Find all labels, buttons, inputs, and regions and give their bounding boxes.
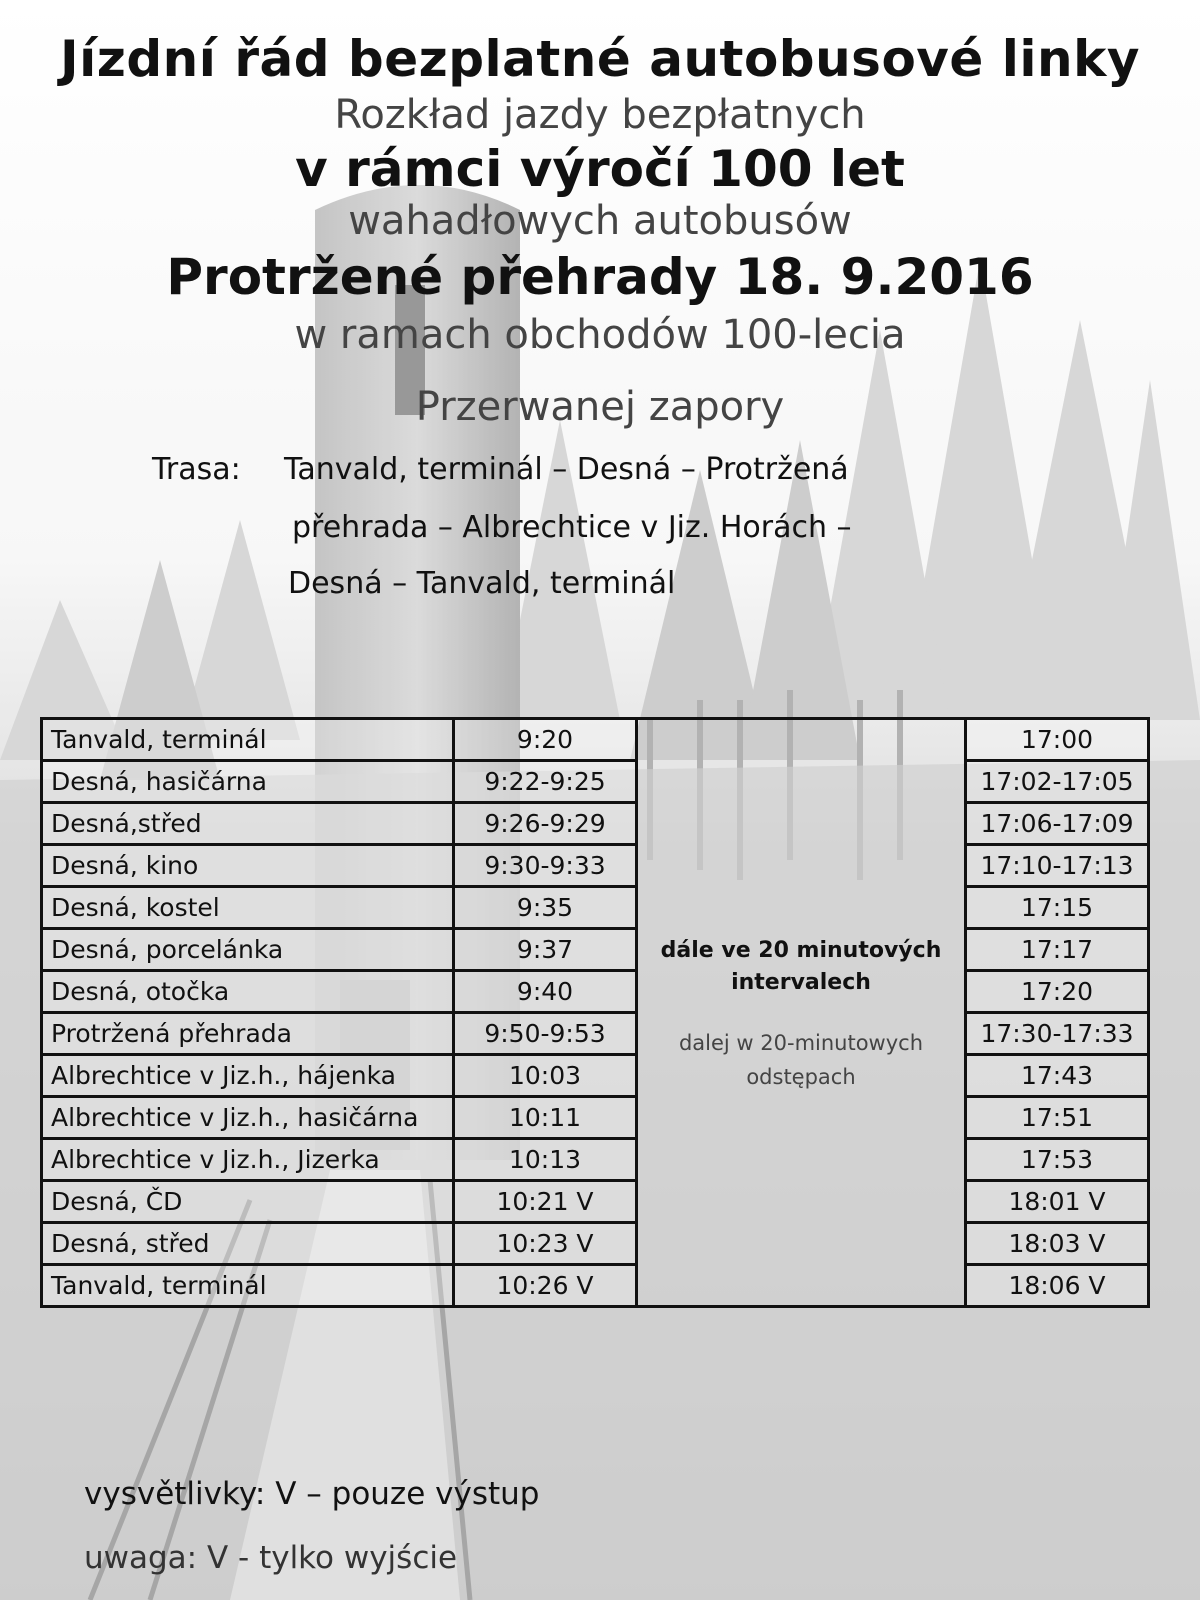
stop-name: Albrechtice v Jiz.h., Jizerka	[42, 1139, 454, 1181]
stop-name: Desná, kostel	[42, 887, 454, 929]
route-line-3: Desná – Tanvald, terminál	[288, 566, 676, 601]
timetable	[40, 717, 1150, 1308]
legend-czech: vysvětlivky: V – pouze výstup	[84, 1476, 540, 1512]
first-departure-time: 10:26 V	[454, 1265, 637, 1307]
table-row	[42, 761, 1149, 803]
stop-name: Tanvald, terminál	[42, 719, 454, 761]
first-departure-time: 9:37	[454, 929, 637, 971]
last-departure-time: 17:53	[966, 1139, 1149, 1181]
route-label: Trasa:	[152, 452, 241, 487]
stop-name: Protržená přehrada	[42, 1013, 454, 1055]
route-line-2: přehrada – Albrechtice v Jiz. Horách –	[292, 510, 852, 545]
first-departure-time: 9:50-9:53	[454, 1013, 637, 1055]
legend-polish: uwaga: V - tylko wyjście	[84, 1540, 458, 1576]
stop-name: Tanvald, terminál	[42, 1265, 454, 1307]
stop-name: Desná, hasičárna	[42, 761, 454, 803]
last-departure-time: 18:06 V	[966, 1265, 1149, 1307]
subtitle-polish-4: Przerwanej zapory	[415, 384, 785, 430]
first-departure-time: 10:11	[454, 1097, 637, 1139]
stop-name: Desná, porcelánka	[42, 929, 454, 971]
last-departure-time: 17:00	[966, 719, 1149, 761]
subtitle-polish-3: w ramach obchodów 100-lecia	[294, 312, 906, 358]
stop-name: Desná, ČD	[42, 1181, 454, 1223]
first-departure-time: 10:13	[454, 1139, 637, 1181]
stop-name: Desná, otočka	[42, 971, 454, 1013]
first-departure-time: 9:26-9:29	[454, 803, 637, 845]
table-row	[42, 1097, 1149, 1139]
last-departure-time: 17:10-17:13	[966, 845, 1149, 887]
table-row	[42, 1181, 1149, 1223]
interval-note-czech-2: intervalech	[731, 969, 871, 995]
page-title: Jízdní řád bezplatné autobusové linky	[60, 30, 1140, 88]
last-departure-time: 17:06-17:09	[966, 803, 1149, 845]
last-departure-time: 17:02-17:05	[966, 761, 1149, 803]
table-row	[42, 929, 1149, 971]
last-departure-time: 17:20	[966, 971, 1149, 1013]
title-line-3: Protržené přehrady 18. 9.2016	[166, 248, 1034, 306]
route-line-1: Tanvald, terminál – Desná – Protržená	[284, 452, 849, 487]
table-row	[42, 1223, 1149, 1265]
interval-note-polish-2: odstępach	[746, 1064, 856, 1089]
title-line-2: v rámci výročí 100 let	[295, 140, 905, 198]
first-departure-time: 10:03	[454, 1055, 637, 1097]
last-departure-time: 18:01 V	[966, 1181, 1149, 1223]
last-departure-time: 17:17	[966, 929, 1149, 971]
first-departure-time: 9:35	[454, 887, 637, 929]
stop-name: Albrechtice v Jiz.h., hájenka	[42, 1055, 454, 1097]
last-departure-time: 18:03 V	[966, 1223, 1149, 1265]
stop-name: Desná, střed	[42, 1223, 454, 1265]
last-departure-time: 17:30-17:33	[966, 1013, 1149, 1055]
table-row	[42, 1139, 1149, 1181]
subtitle-polish-1: Rozkład jazdy bezpłatnych	[334, 92, 866, 138]
first-departure-time: 9:30-9:33	[454, 845, 637, 887]
table-row	[42, 1013, 1149, 1055]
stop-name: Desná,střed	[42, 803, 454, 845]
last-departure-time: 17:51	[966, 1097, 1149, 1139]
interval-note-czech-1: dále ve 20 minutových	[660, 937, 942, 963]
table-row	[42, 845, 1149, 887]
subtitle-polish-2: wahadłowych autobusów	[348, 198, 852, 244]
interval-note-polish-1: dalej w 20-minutowych	[678, 1030, 924, 1055]
interval-note	[637, 719, 966, 1307]
first-departure-time: 9:40	[454, 971, 637, 1013]
first-departure-time: 10:21 V	[454, 1181, 637, 1223]
table-row	[42, 887, 1149, 929]
last-departure-time: 17:15	[966, 887, 1149, 929]
table-row	[42, 971, 1149, 1013]
table-row	[42, 1055, 1149, 1097]
table-row	[42, 719, 1149, 761]
first-departure-time: 9:20	[454, 719, 637, 761]
last-departure-time: 17:43	[966, 1055, 1149, 1097]
table-row	[42, 803, 1149, 845]
first-departure-time: 10:23 V	[454, 1223, 637, 1265]
table-row	[42, 1265, 1149, 1307]
first-departure-time: 9:22-9:25	[454, 761, 637, 803]
stop-name: Desná, kino	[42, 845, 454, 887]
stop-name: Albrechtice v Jiz.h., hasičárna	[42, 1097, 454, 1139]
